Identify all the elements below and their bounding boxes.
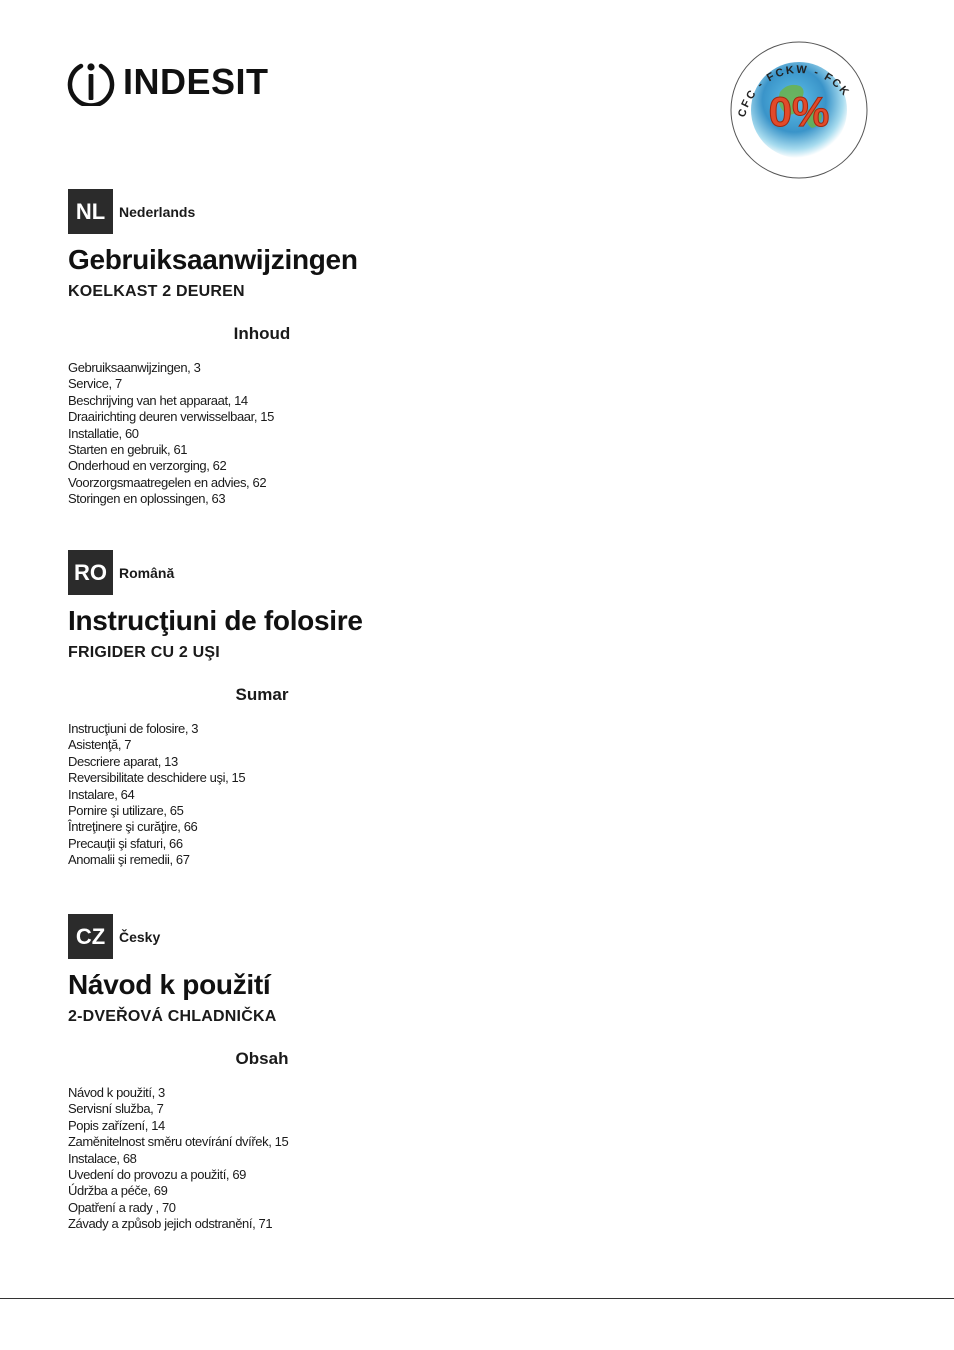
toc-item[interactable]: Uvedení do provozu a použití, 69 bbox=[68, 1167, 246, 1183]
brand-logo bbox=[67, 58, 269, 106]
toc-item[interactable]: Návod k použití, 3 bbox=[68, 1085, 165, 1100]
table-of-contents bbox=[68, 360, 488, 508]
table-of-contents bbox=[68, 1085, 488, 1233]
footer-divider bbox=[0, 1298, 954, 1299]
product-subtitle: FRIGIDER CU 2 UŞI bbox=[68, 644, 220, 661]
manual-title: Gebruiksaanwijzingen bbox=[68, 244, 358, 275]
toc-heading: Sumar bbox=[235, 685, 289, 704]
language-code-box: CZ bbox=[68, 914, 113, 959]
language-name: Română bbox=[119, 565, 175, 581]
toc-item[interactable]: Instalare, 64 bbox=[68, 786, 135, 802]
language-header bbox=[68, 550, 488, 595]
toc-item[interactable]: Gebruiksaanwijzingen, 3 bbox=[68, 360, 201, 375]
cfc-free-badge bbox=[728, 40, 870, 180]
language-code-box: NL bbox=[68, 189, 113, 234]
toc-item[interactable]: Závady a způsob jejich odstranění, 71 bbox=[68, 1216, 273, 1232]
language-name: Nederlands bbox=[119, 204, 196, 220]
section-nl bbox=[68, 189, 488, 508]
language-code-box: RO bbox=[68, 550, 113, 595]
section-cz bbox=[68, 914, 488, 1233]
toc-item[interactable]: Installatie, 60 bbox=[68, 425, 139, 441]
zero-percent-text: 0% bbox=[768, 88, 830, 135]
toc-heading: Obsah bbox=[235, 1049, 289, 1068]
product-subtitle: 2-DVEŘOVÁ CHLADNIČKA bbox=[68, 1008, 277, 1025]
toc-item[interactable]: Storingen en oplossingen, 63 bbox=[68, 491, 226, 507]
toc-item[interactable]: Service, 7 bbox=[68, 376, 122, 392]
toc-item[interactable]: Anomalii şi remedii, 67 bbox=[68, 852, 190, 868]
toc-item[interactable]: Instrucţiuni de folosire, 3 bbox=[68, 721, 199, 736]
toc-item[interactable]: Pornire şi utilizare, 65 bbox=[68, 803, 184, 819]
toc-item[interactable]: Beschrijving van het apparaat, 14 bbox=[68, 392, 248, 408]
manual-title: Návod k použití bbox=[68, 969, 271, 1000]
toc-item[interactable]: Zaměnitelnost směru otevírání dvířek, 15 bbox=[68, 1134, 289, 1150]
toc-item[interactable]: Onderhoud en verzorging, 62 bbox=[68, 458, 227, 474]
language-name: Česky bbox=[119, 929, 161, 945]
language-header bbox=[68, 914, 488, 959]
toc-heading: Inhoud bbox=[233, 324, 291, 343]
toc-item[interactable]: Descriere aparat, 13 bbox=[68, 753, 178, 769]
indesit-i-icon bbox=[67, 58, 115, 106]
toc-item[interactable]: Precauţii şi sfaturi, 66 bbox=[68, 835, 183, 851]
toc-item[interactable]: Draairichting deuren verwisselbaar, 15 bbox=[68, 409, 274, 425]
toc-item[interactable]: Asistenţă, 7 bbox=[68, 737, 132, 753]
manual-title: Instrucţiuni de folosire bbox=[68, 605, 363, 636]
section-ro bbox=[68, 550, 488, 869]
toc-item[interactable]: Voorzorgsmaatregelen en advies, 62 bbox=[68, 474, 267, 490]
product-subtitle: KOELKAST 2 DEUREN bbox=[68, 283, 245, 300]
language-header bbox=[68, 189, 488, 234]
toc-item[interactable]: Reversibilitate deschidere uşi, 15 bbox=[68, 770, 246, 786]
toc-item[interactable]: Instalace, 68 bbox=[68, 1150, 137, 1166]
cfc-ring-text: CFC - FCKW - FCK bbox=[736, 63, 852, 119]
brand-name: INDESIT bbox=[123, 61, 269, 102]
toc-item[interactable]: Întreţinere şi curăţire, 66 bbox=[68, 819, 198, 835]
toc-item[interactable]: Servisní služba, 7 bbox=[68, 1101, 164, 1117]
table-of-contents bbox=[68, 721, 488, 869]
toc-item[interactable]: Údržba a péče, 69 bbox=[68, 1183, 168, 1199]
toc-item[interactable]: Popis zařízení, 14 bbox=[68, 1117, 165, 1133]
toc-item[interactable]: Opatření a rady , 70 bbox=[68, 1199, 176, 1215]
toc-item[interactable]: Starten en gebruik, 61 bbox=[68, 442, 188, 458]
